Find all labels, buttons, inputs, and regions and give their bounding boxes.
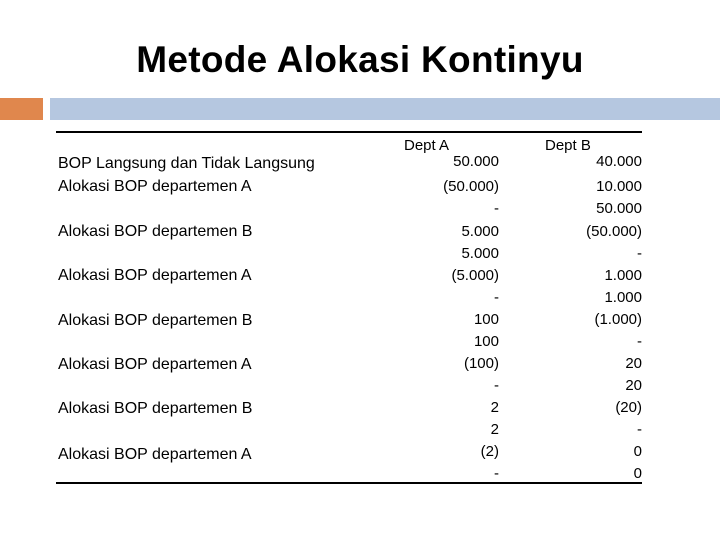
dept-a-value: (2) [480, 443, 499, 460]
row-label: Alokasi BOP departemen A [58, 446, 252, 463]
dept-a-value: - [494, 377, 499, 394]
row-label: Alokasi BOP departemen A [58, 178, 252, 195]
table-top-rule [56, 131, 642, 133]
header-dept-a: Dept A [404, 137, 450, 154]
row-label: Alokasi BOP departemen A [58, 267, 252, 284]
dept-a-value: 2 [490, 421, 499, 438]
header-dept-b: Dept B [545, 137, 591, 154]
slide-title: Metode Alokasi Kontinyu [136, 39, 584, 80]
dept-a-value: 100 [473, 311, 499, 328]
accent-bar [0, 98, 43, 120]
row-label: BOP Langsung dan Tidak Langsung [58, 155, 315, 172]
dept-b-value: 1.000 [604, 267, 642, 284]
dept-b-value: - [637, 245, 642, 262]
dept-b-value: - [637, 421, 642, 438]
dept-a-value: 2 [490, 399, 499, 416]
dept-a-value: (5.000) [451, 267, 499, 284]
dept-a-value: 5.000 [461, 245, 499, 262]
row-label: Alokasi BOP departemen B [58, 223, 253, 240]
row-label: Alokasi BOP departemen A [58, 356, 252, 373]
dept-a-value: 50.000 [453, 153, 499, 170]
dept-b-value: 0 [633, 443, 642, 460]
dept-b-value: 1.000 [604, 289, 642, 306]
row-label: Alokasi BOP departemen B [58, 312, 253, 329]
dept-b-value: 40.000 [596, 153, 642, 170]
dept-a-value: - [494, 289, 499, 306]
dept-b-value: (50.000) [586, 223, 642, 240]
dept-b-value: - [637, 333, 642, 350]
header-bar [50, 98, 720, 120]
table-bottom-rule [56, 482, 642, 484]
dept-a-value: - [494, 465, 499, 482]
dept-a-value: - [494, 200, 499, 217]
dept-b-value: 10.000 [596, 178, 642, 195]
dept-a-value: 100 [473, 333, 499, 350]
dept-a-value: 5.000 [461, 223, 499, 240]
dept-b-value: 50.000 [596, 200, 642, 217]
dept-a-value: (100) [463, 355, 499, 372]
dept-b-value: 0 [633, 465, 642, 482]
dept-b-value: (20) [615, 399, 642, 416]
row-label: Alokasi BOP departemen B [58, 400, 253, 417]
dept-b-value: 20 [625, 355, 642, 372]
dept-b-value: (1.000) [594, 311, 642, 328]
dept-a-value: (50.000) [443, 178, 499, 195]
dept-b-value: 20 [625, 377, 642, 394]
